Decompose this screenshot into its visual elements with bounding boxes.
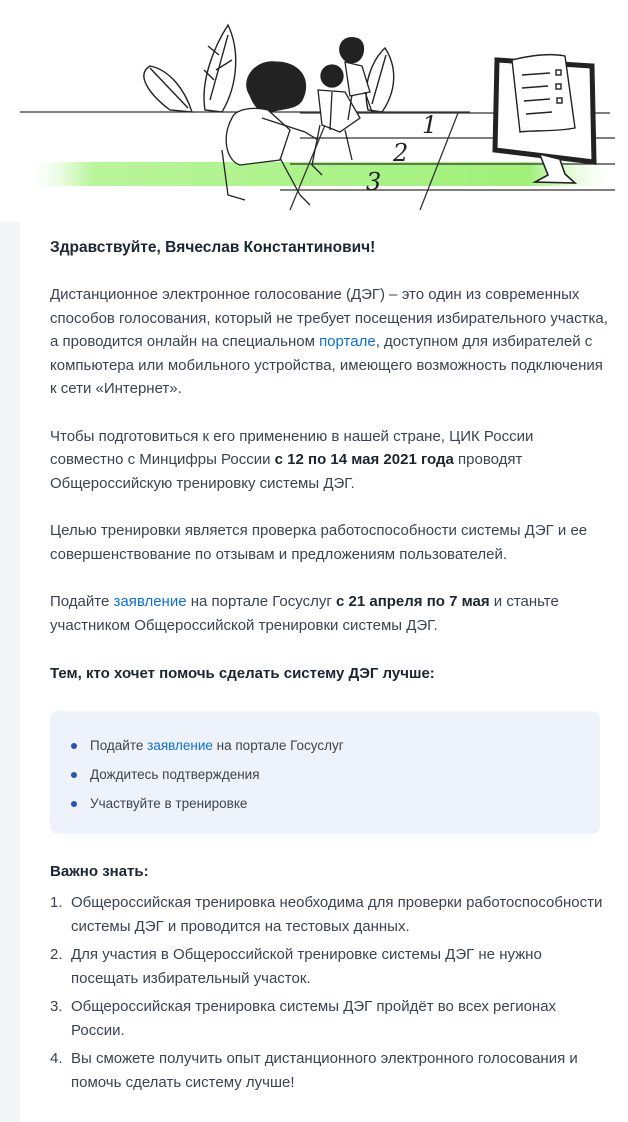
apply-text-start: Подайте: [50, 593, 114, 610]
steps-box: [50, 711, 600, 834]
step-application-link[interactable]: заявление: [147, 738, 213, 753]
step-text-start: Подайте: [90, 738, 148, 753]
greeting-heading: Здравствуйте, Вячеслав Константинович!: [50, 239, 376, 256]
email-body: [50, 230, 610, 1099]
fact-number: 1.: [50, 894, 63, 911]
step-item: [70, 760, 600, 789]
prep-text-end: проводят Общероссийскую тренировку системы ДЭГ.: [50, 451, 523, 492]
important-heading: Важно знать:: [50, 863, 149, 880]
bullet-icon: [71, 743, 77, 749]
apply-paragraph: [50, 590, 610, 637]
hero-illustration-svg: [0, 0, 628, 222]
fact-number: 2.: [50, 946, 63, 963]
goal-paragraph: Целью тренировки является проверка работоспособности системы ДЭГ и ее совершенствование по отзывам и предложениям пользователей.: [50, 522, 588, 563]
bullet-icon: [71, 772, 77, 778]
apply-text-middle: на портале Госуслуг: [186, 593, 336, 610]
bullet-icon: [71, 801, 77, 807]
portal-link[interactable]: портале: [319, 333, 376, 350]
plant-right-icon: [366, 48, 393, 112]
fact-item: [50, 943, 605, 990]
plant-left-icon: [144, 25, 236, 112]
fact-number: 4.: [50, 1050, 63, 1067]
fact-text: Вы сможете получить опыт дистанционного электронного голосования и помочь сделать систему лучше!: [71, 1050, 578, 1091]
fact-number: 3.: [50, 998, 63, 1015]
fact-item: [50, 1047, 605, 1094]
lane-number-2: 2: [393, 139, 409, 167]
fact-item: [50, 995, 605, 1042]
lane-number-1: 1: [422, 111, 438, 139]
fact-text: Для участия в Общероссийской тренировке системы ДЭГ не нужно посещать избирательный участок.: [71, 946, 542, 987]
fact-text: Общероссийская тренировка необходима для проверки работоспособности системы ДЭГ и проводится на тестовых данных.: [71, 894, 603, 935]
step-item: [70, 731, 600, 760]
ballot-document-icon: [512, 55, 575, 132]
training-dates: с 12 по 14 мая 2021 года: [274, 451, 454, 468]
help-heading: Тем, кто хочет помочь сделать систему ДЭГ лучше:: [50, 665, 435, 682]
application-link[interactable]: заявление: [113, 593, 187, 610]
step-item: [70, 789, 600, 818]
prep-text-start: Чтобы подготовиться к его применению в нашей стране, ЦИК России совместно с Минцифры России: [50, 427, 534, 468]
step-text-end: на портале Госуслуг: [212, 738, 344, 753]
lane-number-3: 3: [366, 168, 382, 196]
intro-text-start: Дистанционное электронное голосование (ДЭГ) – это один из современных способов голосования, который не требует посещения избирательного участка, а проводится онлайн на специальном: [50, 286, 608, 350]
facts-list: [50, 891, 610, 1094]
prep-paragraph: [50, 425, 610, 496]
left-rail: [0, 220, 20, 1122]
fact-text: Общероссийская тренировка системы ДЭГ пройдёт во всех регионах России.: [71, 998, 557, 1039]
fact-item: [50, 891, 605, 938]
apply-text-end: и станьте участником Общероссийской тренировки системы ДЭГ.: [50, 593, 559, 634]
intro-paragraph: [50, 283, 610, 401]
application-dates: с 21 апреля по 7 мая: [336, 593, 490, 610]
hero-illustration: [0, 0, 628, 222]
step-text: Участвуйте в тренировке: [90, 796, 248, 811]
track-glow: [20, 162, 620, 186]
steps-list: [70, 731, 600, 818]
intro-text-end: , доступном для избирателей с компьютера или мобильного устройства, имеющего возможность подключения к сети «Интернет».: [50, 333, 603, 397]
step-text: Дождитесь подтверждения: [90, 767, 260, 782]
